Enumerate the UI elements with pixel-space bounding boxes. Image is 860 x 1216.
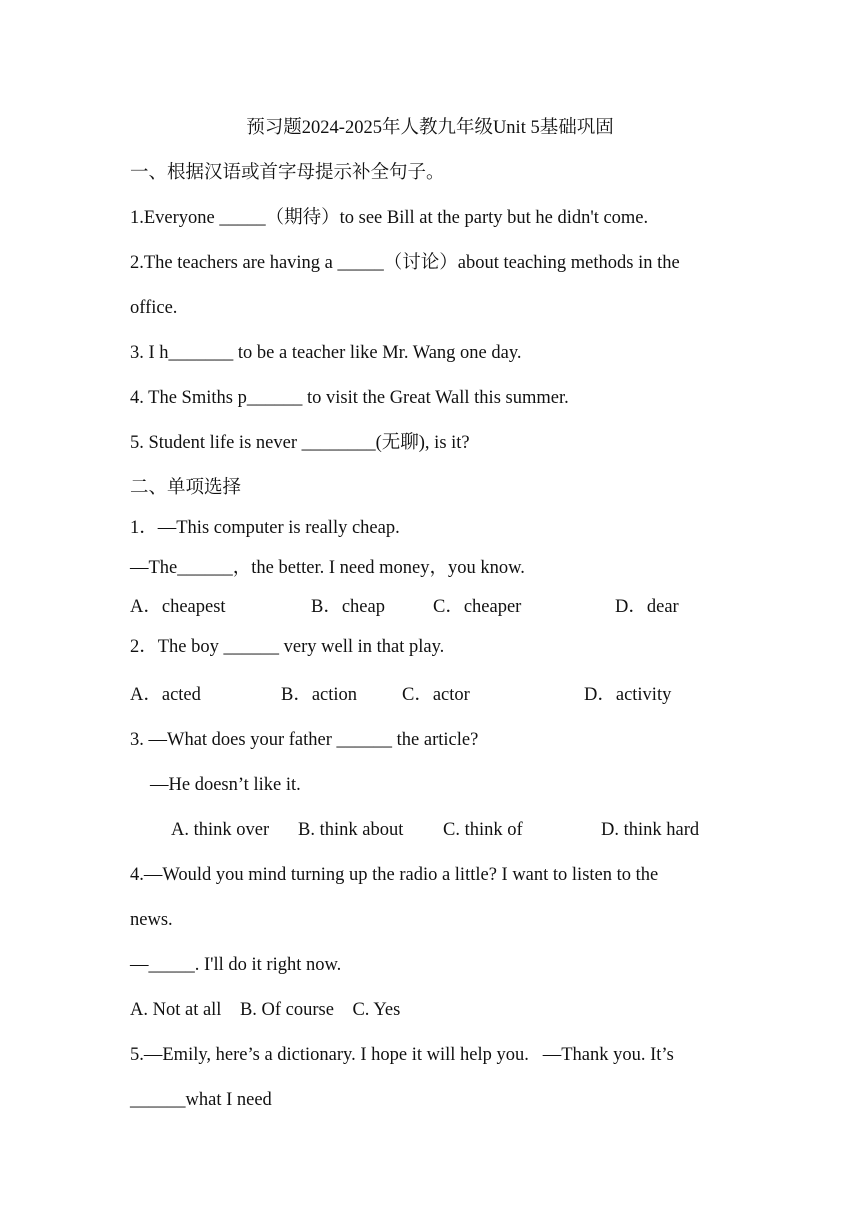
question-text: 2．The boy ______ very well in that play. — [130, 637, 445, 657]
option-c: C．cheaper — [433, 597, 522, 617]
option-a: A．acted — [130, 685, 201, 705]
question-text: 1．—This computer is really cheap. — [130, 518, 400, 538]
question-text: 2.The teachers are having a _____（讨论）about teaching methods in the — [130, 253, 680, 273]
option-a: A. think over — [171, 820, 270, 840]
question-text: 5. Student life is never ________(无聊), is it? — [130, 433, 470, 453]
option-c: C. think of — [443, 820, 523, 840]
question-text-continued: —He doesn’t like it. — [150, 775, 301, 795]
option-d: D．dear — [615, 597, 679, 617]
question-text: 3. —What does your father ______ the article? — [130, 730, 479, 750]
question-text: 5.—Emily, here’s a dictionary. I hope it will help you. —Thank you. It’s — [130, 1045, 674, 1065]
option-c: C．actor — [402, 685, 470, 705]
question-text-continued: news. — [130, 910, 173, 930]
question-text-continued: office. — [130, 298, 178, 318]
page-title: 预习题2024-2025年人教九年级Unit 5基础巩固 — [246, 118, 614, 138]
option-d: D．activity — [584, 685, 672, 705]
question-text: 1.Everyone _____（期待）to see Bill at the party but he didn't come. — [130, 208, 649, 228]
question-text: 4. The Smiths p______ to visit the Great Wall this summer. — [130, 388, 569, 408]
option-a: A．cheapest — [130, 597, 226, 617]
options-row: A. Not at all B. Of course C. Yes — [130, 1000, 401, 1020]
option-d: D. think hard — [601, 820, 700, 840]
question-text: 3. I h_______ to be a teacher like Mr. Wang one day. — [130, 343, 522, 363]
option-b: B．cheap — [311, 597, 385, 617]
option-b: B. think about — [298, 820, 404, 840]
section-heading: 一、根据汉语或首字母提示补全句子。 — [130, 163, 445, 183]
question-text-continued: —_____. I'll do it right now. — [130, 955, 342, 975]
question-text-continued: ______what I need — [130, 1090, 272, 1110]
section-heading: 二、单项选择 — [130, 478, 242, 498]
question-text: 4.—Would you mind turning up the radio a little? I want to listen to the — [130, 865, 659, 885]
option-b: B．action — [281, 685, 358, 705]
question-text-continued: —The______，the better. I need money，you know. — [130, 558, 525, 578]
